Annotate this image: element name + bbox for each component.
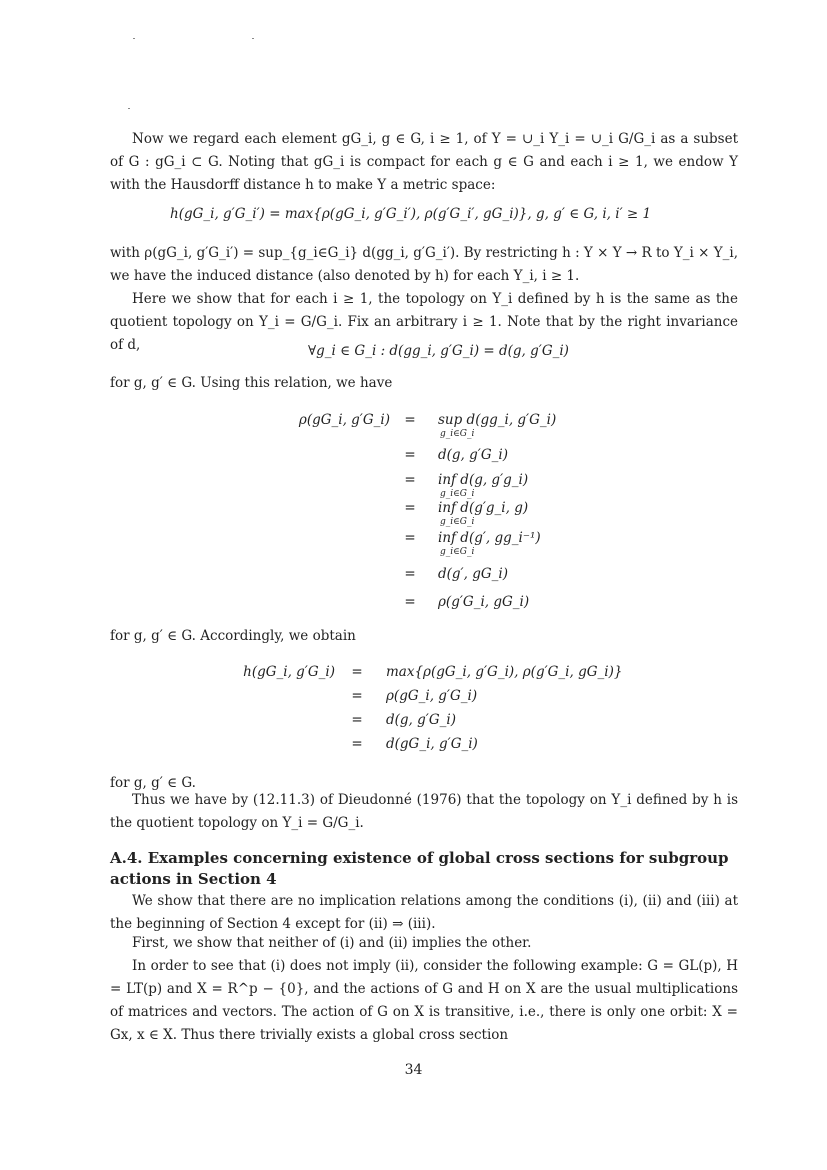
align-rhs: inf d(g′, gg_i⁻¹) [438,530,541,546]
align-subscript: g_i∈G_i [440,547,475,557]
align-rhs: inf d(g, g′g_i) [438,472,529,488]
align-relation: = [404,594,416,610]
align-rhs: d(g, g′G_i) [438,447,508,463]
scan-speck [252,38,254,39]
scan-speck [128,108,130,109]
paragraph-using-relation: for g, g′ ∈ G. Using this relation, we have [110,375,393,391]
paragraph-for-g: for g, g′ ∈ G. [110,775,196,791]
align-relation: = [351,664,363,680]
paragraph-topology-claim: Here we show that for each i ≥ 1, the topology on Y_i defined by h is the same as the quotient topology on Y_i = G/G_i. Fix an arbitrary i ≥ 1. Note that by the right invariance of d, [110,291,738,353]
align-relation: = [404,472,416,488]
align-relation: = [404,530,416,546]
scan-speck [133,38,135,39]
align-rhs: ρ(g′G_i, gG_i) [438,594,530,610]
align-relation: = [351,736,363,752]
align-subscript: g_i∈G_i [440,429,475,439]
align-lhs: h(gG_i, g′G_i) [243,664,335,680]
paragraph-accordingly: for g, g′ ∈ G. Accordingly, we obtain [110,628,356,644]
paragraph-first: First, we show that neither of (i) and (ii) implies the other. [132,935,532,951]
align-rhs: d(g, g′G_i) [386,712,456,728]
align-rhs: sup d(gg_i, g′G_i) [438,412,557,428]
equation-right-invariance: ∀g_i ∈ G_i : d(gg_i, g′G_i) = d(g, g′G_i) [308,343,569,359]
align-relation: = [351,712,363,728]
section-heading-a4: A.4. Examples concerning existence of global cross sections for subgroup actions in Section 4 [110,849,729,888]
paragraph-hausdorff-intro: Now we regard each element gG_i, g ∈ G, i ≥ 1, of Y = ∪_i Y_i = ∪_i G/G_i as a subset of G : gG_i ⊂ G. Noting that gG_i is compact for each g ∈ G and each i ≥ 1, we endow Y with the Hausdorff distance h to make Y a metric space: [110,131,738,193]
align-rhs: ρ(gG_i, g′G_i) [386,688,478,704]
align-relation: = [404,500,416,516]
paragraph-implications: We show that there are no implication relations among the conditions (i), (ii) and (iii) at the beginning of Section 4 except for (ii) ⇒ (iii). [110,893,738,932]
equation-hausdorff-distance: h(gG_i, g′G_i′) = max{ρ(gG_i, g′G_i′), ρ(g′G_i′, gG_i)}, g, g′ ∈ G, i, i′ ≥ 1 [170,206,652,222]
align-subscript: g_i∈G_i [440,517,475,527]
align-rhs: d(gG_i, g′G_i) [386,736,478,752]
paragraph-dieudonne: Thus we have by (12.11.3) of Dieudonné (1976) that the topology on Y_i defined by h is the quotient topology on Y_i = G/G_i. [110,792,738,831]
align-lhs: ρ(gG_i, g′G_i) [298,412,390,428]
paragraph-example: In order to see that (i) does not imply (ii), consider the following example: G = GL(p), H = LT(p) and X = R^p − {0}, and the actions of G and H on X are the usual multiplications of matrices and vectors. The action of G on X is transitive, i.e., there is only one orbit: X = Gx, x ∈ X. Thus there trivially exists a global cross section [110,958,738,1043]
align-subscript: g_i∈G_i [440,489,475,499]
align-relation: = [404,447,416,463]
align-relation: = [404,412,416,428]
align-rhs: inf d(g′g_i, g) [438,500,529,516]
align-rhs: d(g′, gG_i) [438,566,508,582]
page-number: 34 [404,1062,423,1078]
paragraph-rho-definition: with ρ(gG_i, g′G_i′) = sup_{g_i∈G_i} d(gg_i, g′G_i′). By restricting h : Y × Y → R to Y_i × Y_i, we have the induced distance (also denoted by h) for each Y_i, i ≥ 1. [110,245,738,284]
align-relation: = [404,566,416,582]
align-rhs: max{ρ(gG_i, g′G_i), ρ(g′G_i, gG_i)} [386,664,623,680]
align-relation: = [351,688,363,704]
